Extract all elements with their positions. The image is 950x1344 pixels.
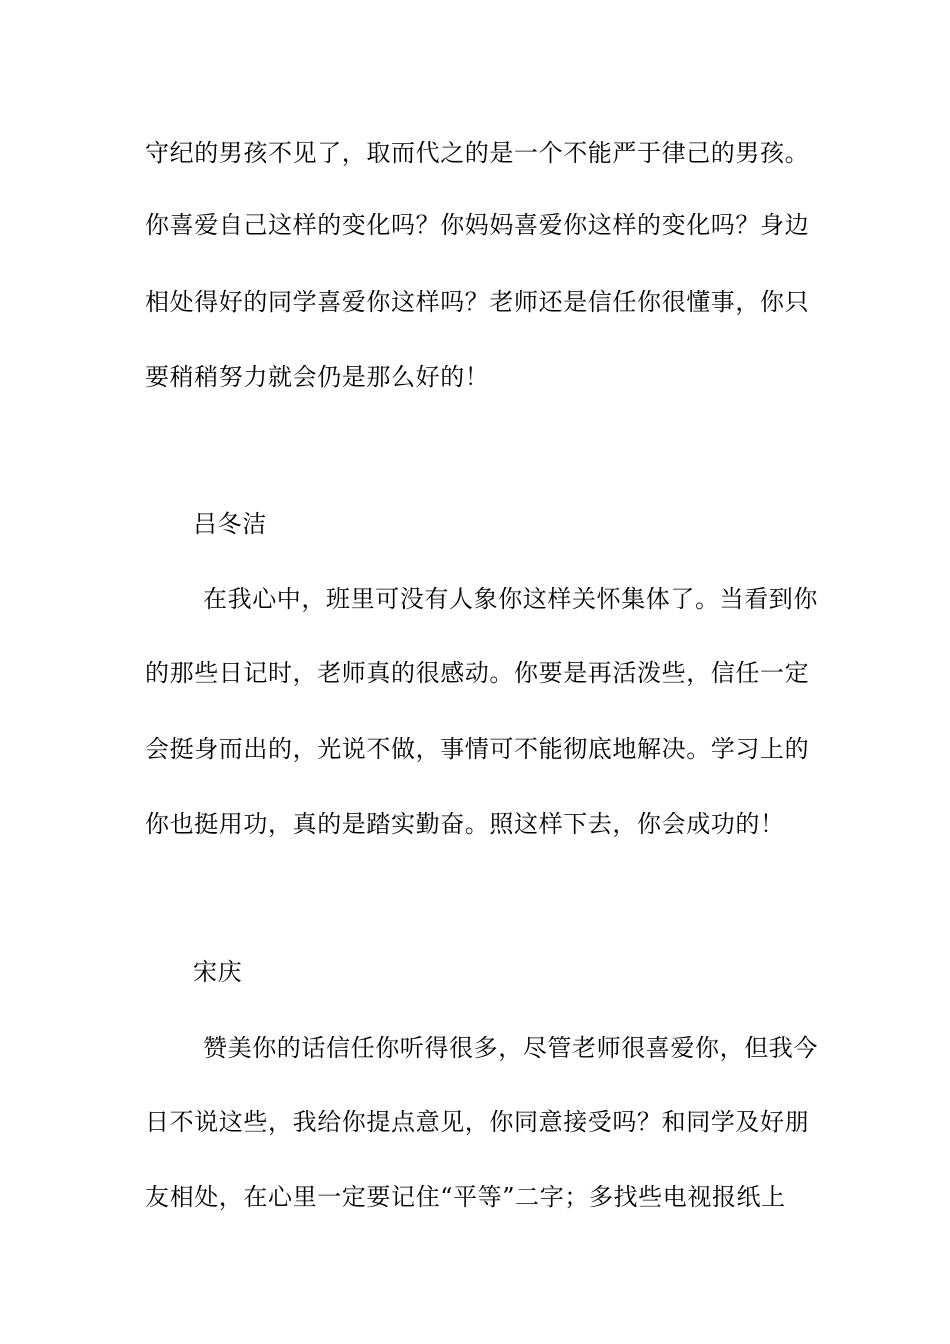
paragraph-line: 要稍稍努力就会仍是那么好的！ (145, 363, 490, 391)
paragraph-line: 相处得好的同学喜爱你这样吗？老师还是信任你很懂事，你只 (145, 288, 810, 316)
paragraph-line: 会挺身而出的，光说不做，事情可不能彻底地解决。学习上的 (145, 735, 810, 763)
paragraph-line: 你也挺用功，真的是踏实勤奋。照这样下去，你会成功的！ (145, 810, 785, 838)
paragraph-line: 日不说这些，我给你提点意见，你同意接受吗？和同学及好朋 (145, 1108, 810, 1136)
student-name: 吕冬洁 (193, 510, 267, 538)
paragraph-line: 守纪的男孩不见了，取而代之的是一个不能严于律己的男孩。 (145, 139, 810, 167)
paragraph-line: 友相处，在心里一定要记住“平等”二字；多找些电视报纸上 (145, 1183, 786, 1211)
paragraph-line: 在我心中，班里可没有人象你这样关怀集体了。当看到你 (203, 585, 818, 613)
paragraph-line: 赞美你的话信任你听得很多，尽管老师很喜爱你，但我今 (203, 1034, 818, 1062)
paragraph-line: 你喜爱自己这样的变化吗？你妈妈喜爱你这样的变化吗？身边 (145, 211, 810, 239)
paragraph-line: 的那些日记时，老师真的很感动。你要是再活泼些，信任一定 (145, 659, 810, 687)
student-name: 宋庆 (193, 958, 243, 986)
